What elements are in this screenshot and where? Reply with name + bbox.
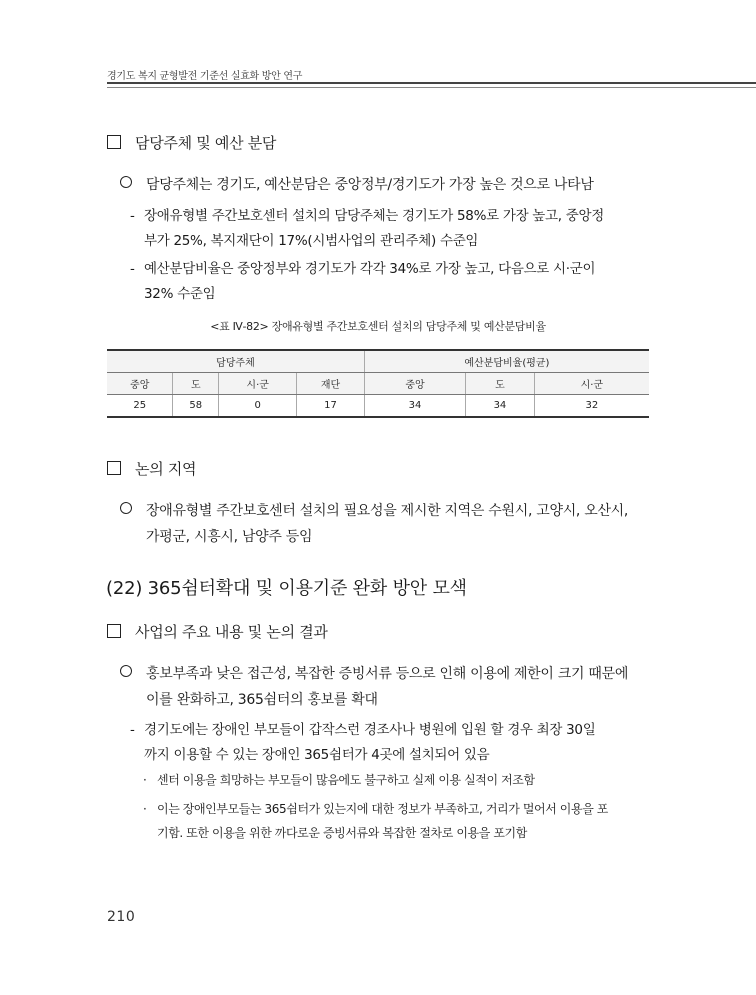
square-bullet-icon [107,135,121,149]
sub-paragraph [130,257,595,307]
table-cell: 0 [219,395,297,418]
square-bullet-icon [107,624,121,638]
table-cell: 58 [173,395,219,418]
dot-item [143,797,608,845]
table-col-header: 시·군 [219,373,297,395]
section-heading-text: 논의 지역 [135,460,197,478]
section-heading-budget [107,132,276,153]
section-heading-text: 사업의 주요 내용 및 논의 결과 [135,623,328,641]
middle-dot-icon: · [143,773,147,787]
middle-dot-icon: · [143,802,147,816]
dot-text: 이는 장애인부모들는 365쉼터가 있는지에 대한 정보가 부족하고, 거리가 멀어서 이용을 포 [157,802,608,816]
budget-table [107,349,649,418]
circle-bullet-icon [120,176,132,188]
square-bullet-icon [107,461,121,475]
table-group-header: 담당주체 [107,350,364,373]
dash-bullet-icon: - [130,261,135,277]
table-group-header: 예산분담비율(평균) [364,350,649,373]
bullet-text: 담당주체는 경기도, 예산분담은 중앙정부/경기도가 가장 높은 것으로 나타남 [146,177,594,193]
table-caption: <표 Ⅳ-82> 장애유형별 주간보호센터 설치의 담당주체 및 예산분담비율 [210,320,546,333]
bullet-paragraph [120,498,628,550]
table-cell: 34 [364,395,465,418]
sub-paragraph [130,204,604,254]
table-col-header: 중앙 [364,373,465,395]
dot-item [143,768,535,792]
bullet-text: 가평군, 시흥시, 남양주 등임 [146,529,313,545]
table-col-header: 도 [173,373,219,395]
sub-paragraph [130,718,595,768]
sub-text: 32% 수준임 [144,286,216,302]
section-heading-text: 담당주체 및 예산 분담 [135,134,277,152]
sub-text: 장애유형별 주간보호센터 설치의 담당주체는 경기도가 58%로 가장 높고, 중앙정 [144,208,604,224]
dot-text: 센터 이용을 희망하는 부모들이 많음에도 불구하고 실제 이용 실적이 저조함 [157,773,535,787]
table-cell: 17 [297,395,365,418]
table-col-header: 도 [466,373,534,395]
dot-text: 기함. 또한 이용을 위한 까다로운 증빙서류와 복잡한 절차로 이용을 포기함 [157,826,527,840]
sub-text: 까지 이용할 수 있는 장애인 365쉼터가 4곳에 설치되어 있음 [144,747,490,763]
bullet-text: 홍보부족과 낮은 접근성, 복잡한 증빙서류 등으로 인해 이용에 제한이 크기 때문에 [146,666,629,682]
header-rule [107,82,756,84]
sub-text: 부가 25%, 복지재단이 17%(시범사업의 관리주체) 수준임 [144,233,479,249]
dash-bullet-icon: - [130,208,135,224]
table-cell: 34 [466,395,534,418]
dash-bullet-icon: - [130,722,135,738]
table-row [107,395,649,418]
bullet-text: 장애유형별 주간보호센터 설치의 필요성을 제시한 지역은 수원시, 고양시, 오산시, [146,503,629,519]
sub-text: 예산분담비율은 중앙정부와 경기도가 각각 34%로 가장 높고, 다음으로 시·군이 [144,261,596,277]
bullet-text: 이를 완화하고, 365쉼터의 홍보를 확대 [146,692,378,708]
circle-bullet-icon [120,665,132,677]
circle-bullet-icon [120,502,132,514]
sub-text: 경기도에는 장애인 부모들이 갑작스런 경조사나 병원에 입원 할 경우 최장 30일 [144,722,596,738]
section-heading-regions [107,458,196,479]
section-heading-results [107,621,328,642]
table-col-header: 재단 [297,373,365,395]
bullet-paragraph [120,172,594,198]
table-cell: 32 [534,395,649,418]
table-col-header: 시·군 [534,373,649,395]
header-rule-thin [107,87,756,88]
running-header: 경기도 복지 균형발전 기준선 실효화 방안 연구 [107,71,303,82]
table-col-header: 중앙 [107,373,173,395]
bullet-paragraph [120,661,628,713]
page-number: 210 [107,909,136,925]
table-cell: 25 [107,395,173,418]
chapter-title: (22) 365쉼터확대 및 이용기준 완화 방안 모색 [106,578,467,599]
